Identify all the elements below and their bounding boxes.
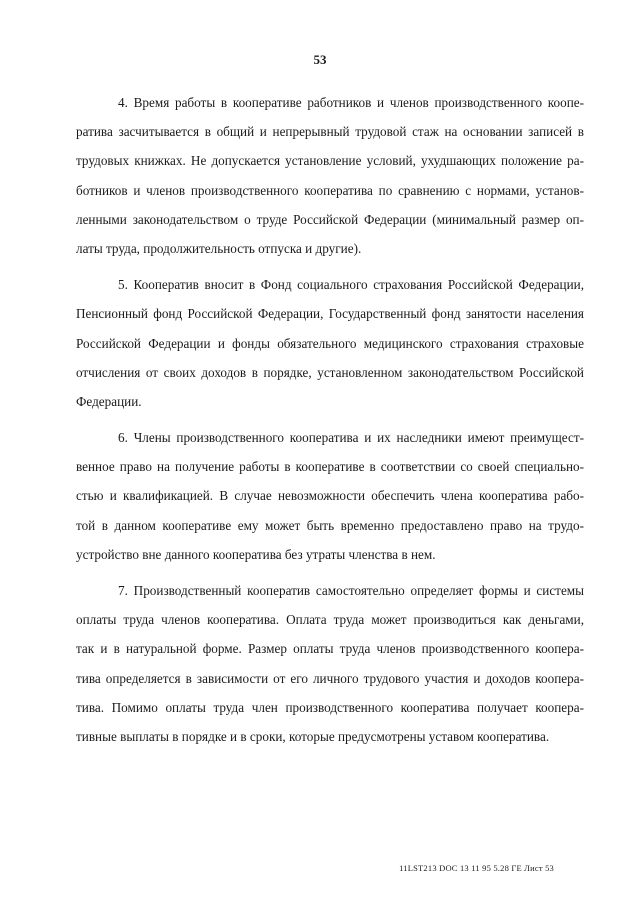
text-line: ленными законодательством о труде Российской Федерации (минимальный размер оп- bbox=[76, 211, 584, 227]
paragraph-6 bbox=[76, 423, 584, 569]
document-body bbox=[76, 88, 584, 758]
text-line: 7. Производственный кооператив самостоятельно определяет формы и системы bbox=[118, 583, 584, 598]
text-line: ботников и членов производственного кооператива по сравнению с нормами, установ- bbox=[76, 182, 584, 198]
paragraph-7 bbox=[76, 576, 584, 751]
text-line: тивные выплаты в порядке и в сроки, которые предусмотрены уставом кооператива. bbox=[76, 728, 550, 744]
paragraph-5 bbox=[76, 270, 584, 416]
text-line: Пенсионный фонд Российской Федерации, Государственный фонд занятости населения bbox=[76, 306, 584, 322]
text-line: 5. Кооператив вносит в Фонд социального страхования Российской Федерации, bbox=[118, 277, 584, 293]
text-line: той в данном кооперативе ему может быть временно предоставлено право на трудо- bbox=[76, 517, 584, 533]
text-line: 6. Члены производственного кооператива и их наследники имеют преимущест- bbox=[118, 430, 584, 446]
text-line: венное право на получение работы в кооперативе в соответствии со своей специально- bbox=[76, 459, 584, 475]
text-line: тива. Помимо оплаты труда член производственного кооператива получает коопера- bbox=[76, 699, 584, 715]
text-line: отчисления от своих доходов в порядке, установленном законодательством Российской bbox=[76, 364, 584, 380]
text-line: 4. Время работы в кооперативе работников и членов производственного коопе- bbox=[118, 95, 584, 110]
text-line: оплаты труда членов кооператива. Оплата труда может производиться как деньгами, bbox=[76, 612, 584, 628]
text-line: устройство вне данного кооператива без утраты членства в нем. bbox=[76, 546, 436, 562]
paragraph-4 bbox=[76, 88, 584, 263]
text-line: тива определяется в зависимости от его личного трудового участия и доходов коопера- bbox=[76, 670, 584, 686]
text-line: Российской Федерации и фонды обязательного медицинского страхования страховые bbox=[76, 335, 584, 351]
text-line: стью и квалификацией. В случае невозможности обеспечить члена кооператива рабо- bbox=[76, 488, 584, 504]
text-line: ратива засчитывается в общий и непрерывный трудовой стаж на основании записей в bbox=[76, 124, 584, 140]
text-line: трудовых книжках. Не допускается установление условий, ухудшающих положение ра- bbox=[76, 153, 584, 169]
page-number: 53 bbox=[313, 52, 327, 67]
text-line: так и в натуральной форме. Размер оплаты труда членов производственного коопера- bbox=[76, 641, 584, 657]
document-footer: 11LST213 DOC 13 11 95 5.28 ГЕ Лист 53 bbox=[399, 863, 554, 873]
text-line: Федерации. bbox=[76, 393, 142, 409]
text-line: латы труда, продолжительность отпуска и другие). bbox=[76, 240, 362, 256]
